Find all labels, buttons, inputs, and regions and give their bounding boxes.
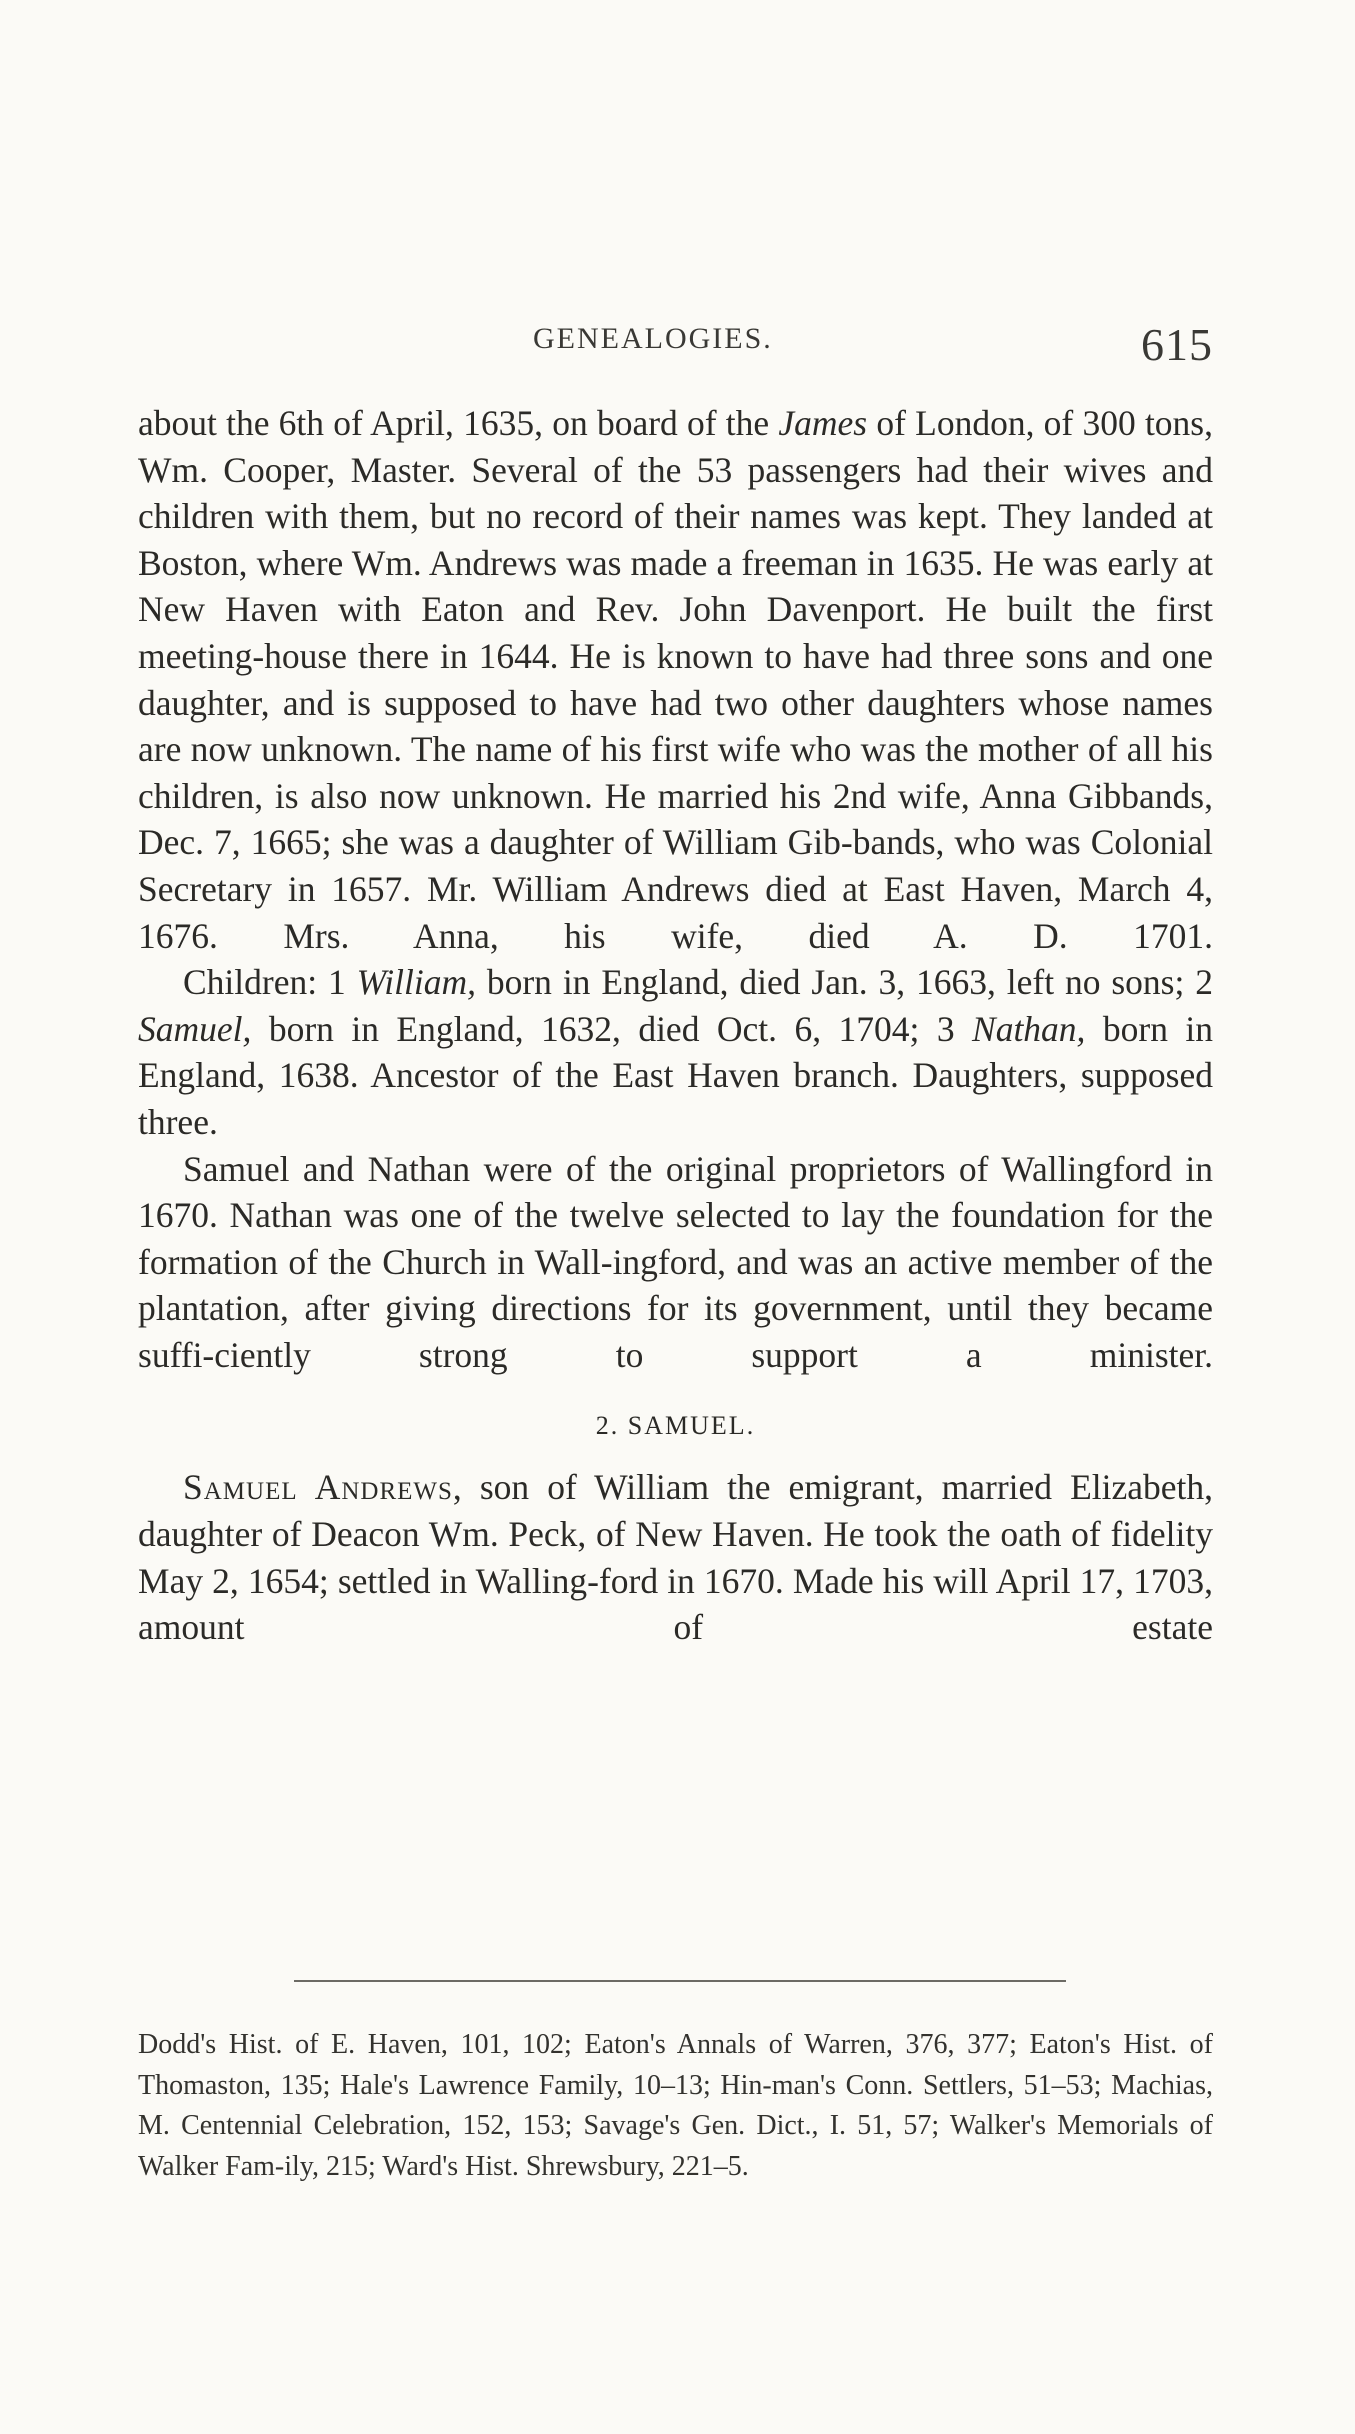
- person-name: Samuel Andrews: [183, 1467, 453, 1508]
- paragraph-text: about the 6th of April, 1635, on board of the: [138, 403, 779, 443]
- paragraph-text: born in England, died Jan. 3, 1663, left no sons; 2: [475, 962, 1213, 1003]
- paragraph-samuel: [138, 1464, 1213, 1650]
- body-text: [138, 400, 1213, 1651]
- paragraph-william-andrews: [138, 400, 1213, 959]
- running-head-title: GENEALOGIES.: [533, 322, 773, 355]
- paragraph-text: born in England, 1632, died Oct. 6, 1704; 3: [251, 1008, 973, 1049]
- section-heading: 2. SAMUEL.: [595, 1411, 756, 1441]
- child-name-samuel: Samuel,: [138, 1008, 252, 1049]
- child-name-william: William,: [356, 962, 476, 1003]
- paragraph-text: born in England, 1638. Ancestor of the East Haven branch. Daughters, supposed three.: [138, 1008, 1213, 1142]
- paragraph-wallingford: Samuel and Nathan were of the original proprietors of Wallingford in 1670. Nathan was one of the twelve selected to lay the foundation for the formation of the Church in Wall-ingford, and was an active member of the plantation, after giving directions for its government, until they became suffi-ciently strong to support a minister.: [138, 1148, 1213, 1375]
- footnote: [138, 2025, 1213, 2187]
- paragraph-children: [138, 959, 1213, 1145]
- footnote-divider: [294, 1980, 1066, 1982]
- footnote-text: Dodd's Hist. of E. Haven, 101, 102; Eaton's Annals of Warren, 376, 377; Eaton's Hist. of Thomaston, 135; Hale's Lawrence Family, 10–13; Hin-man's Conn. Settlers, 51–53; Machias, M. Centennial Celebration, 152, 153; Savage's Gen. Dict., I. 51, 57; Walker's Memorials of Walker Fam-ily, 215; Ward's Hist. Shrewsbury, 221–5.: [138, 2029, 1213, 2182]
- paragraph-text: , son of William the emigrant, married Elizabeth, daughter of Deacon Wm. Peck, of New Haven. He took the oath of fidelity May 2, 1654; settled in Walling-ford in 1670. Made his will April 17, 1703, amount of estate: [138, 1467, 1213, 1648]
- child-name-nathan: Nathan,: [972, 1008, 1086, 1049]
- paragraph-text: of London, of 300 tons, Wm. Cooper, Master. Several of the 53 passengers had their wives and children with them, but no record of their names was kept. They landed at Boston, where Wm. Andrews was made a freeman in 1635. He was early at New Haven with Eaton and Rev. John Davenport. He built the first meeting-house there in 1644. He is known to have had three sons and one daughter, and is supposed to have had two other daughters whose names are now unknown. The name of his first wife who was the mother of all his children, is also now unknown. He married his 2nd wife, Anna Gibbands, Dec. 7, 1665; she was a daughter of William Gib-bands, who was Colonial Secretary in 1657. Mr. William Andrews died at East Haven, March 4, 1676. Mrs. Anna, his wife, died A. D. 1701.: [138, 403, 1213, 956]
- page-number: 615: [1141, 319, 1213, 370]
- running-head: [138, 318, 1213, 388]
- paragraph-text: Children: 1: [183, 962, 357, 1003]
- ship-name: James: [778, 403, 868, 443]
